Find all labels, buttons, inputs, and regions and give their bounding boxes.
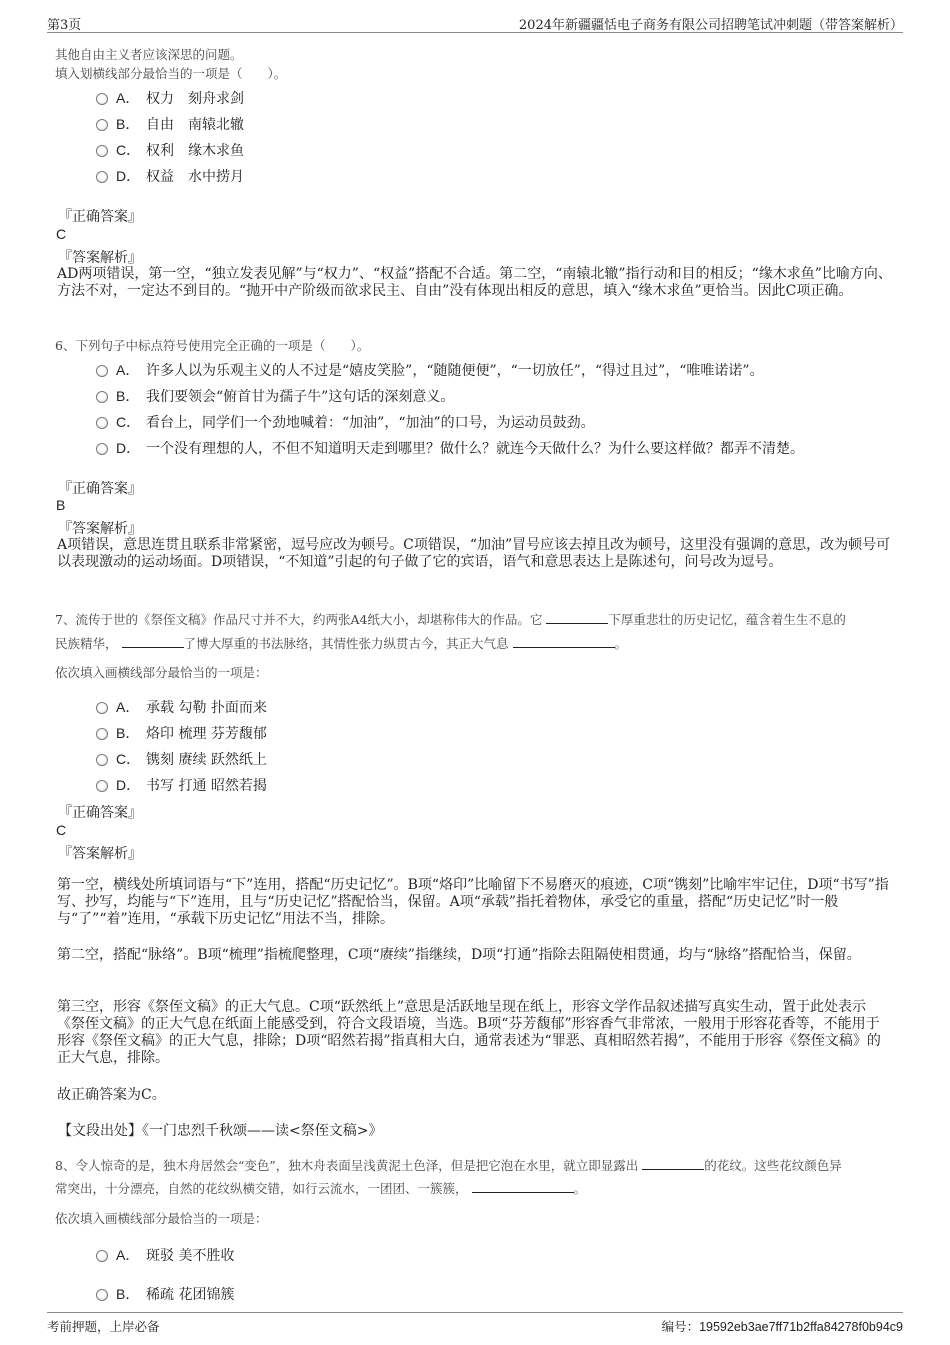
- fill-blank: [472, 1181, 574, 1193]
- q5-answer-label: 『正确答案』: [58, 209, 142, 225]
- q7-analysis-p4: 故正确答案为C。: [57, 1087, 166, 1103]
- q7-analysis-label: 『答案解析』: [58, 846, 142, 862]
- q7-option-c[interactable]: C． 镌刻 赓续 跃然纸上: [96, 749, 267, 769]
- q8-option-b[interactable]: B． 稀疏 花团锦簇: [96, 1284, 234, 1304]
- page-number: 第3页: [47, 18, 82, 33]
- q5-analysis-label: 『答案解析』: [58, 250, 142, 266]
- q5-stem-tail: 其他自由主义者应该深思的问题。: [55, 47, 243, 62]
- q7-stem: 7、流传于世的《祭侄文稿》作品尺寸并不大，约两张A4纸大小，却堪称伟大的作品。它 下厚重悲壮的历史记忆，蕴含着生生不息的 民族精华， 了博大厚重的书法脉络，其情性张力纵贯古今，其正大气息 。: [55, 612, 846, 651]
- q6-analysis-label: 『答案解析』: [58, 521, 142, 537]
- q5-option-b[interactable]: B． 自由 南辕北辙: [96, 114, 244, 134]
- radio-icon[interactable]: [96, 365, 108, 377]
- q8-prompt: 依次填入画横线部分最恰当的一项是：: [55, 1211, 268, 1226]
- q7-analysis-p3: 第三空，形容《祭侄文稿》的正大气息。C项“跃然纸上”意思是活跃地呈现在纸上，形容文学作品叙述描写真实生动，置于此处表示《祭侄文稿》的正大气息在纸面上能感受到，符合文段语境，当选。B项“芬芳馥郁”形容香气非常浓，一般用于形容花香等，不能用于形容《祭侄文稿》的正大气息，排除；D项“昭然若揭”指真相大白，通常表述为“罪恶、真相昭然若揭”，不能用于形容《祭侄文稿》的正大气息，排除。: [57, 999, 881, 1066]
- q6-answer: B: [56, 497, 66, 513]
- q7-prompt: 依次填入画横线部分最恰当的一项是：: [55, 665, 268, 680]
- q5-answer: C: [56, 226, 67, 242]
- fill-blank: [513, 636, 615, 648]
- radio-icon[interactable]: [96, 754, 108, 766]
- q6-analysis: A项错误，意思连贯且联系非常紧密，逗号应改为顿号。C项错误，“加油”冒号应该去掉且改为顿号，这里没有强调的意思，改为顿号可以表现激动的运动场面。D项错误，“不知道”引起的句子做了它的宾语，语气和意思表达上是陈述句，问号改为逗号。: [57, 537, 891, 570]
- radio-icon[interactable]: [96, 1289, 108, 1301]
- q6-answer-label: 『正确答案』: [58, 481, 142, 497]
- footer-slogan: 考前押题，上岸必备: [47, 1319, 160, 1334]
- q6-option-c[interactable]: C． 看台上，同学们一个劲地喊着：“加油”，“加油”的口号，为运动员鼓劲。: [96, 412, 595, 432]
- document-title: 2024年新疆疆恬电子商务有限公司招聘笔试冲刺题（带答案解析）: [518, 18, 903, 33]
- radio-icon[interactable]: [96, 171, 108, 183]
- radio-icon[interactable]: [96, 417, 108, 429]
- q6-option-b[interactable]: B． 我们要领会“俯首甘为孺子牛”这句话的深刻意义。: [96, 386, 454, 406]
- radio-icon[interactable]: [96, 1250, 108, 1262]
- q5-analysis: AD两项错误，第一空，“独立发表见解”与“权力”、“权益”搭配不合适。第二空，“南辕北辙”指行动和目的相反；“缘木求鱼”比喻方向、方法不对，一定达不到目的。“抛开中产阶级而欲求民主、自由”没有体现出相反的意思，填入“缘木求鱼”更恰当。因此C项正确。: [57, 266, 892, 299]
- q6-option-d[interactable]: D． 一个没有理想的人，不但不知道明天走到哪里？做什么？就连今天做什么？为什么要这样做？都弄不清楚。: [96, 438, 804, 458]
- q7-answer: C: [56, 822, 67, 838]
- q7-answer-label: 『正确答案』: [58, 805, 142, 821]
- q7-option-b[interactable]: B． 烙印 梳理 芬芳馥郁: [96, 723, 267, 743]
- q5-option-a[interactable]: A． 权力 刻舟求剑: [96, 88, 244, 108]
- radio-icon[interactable]: [96, 443, 108, 455]
- fill-blank: [546, 612, 608, 624]
- q5-option-d[interactable]: D． 权益 水中捞月: [96, 166, 244, 186]
- fill-blank: [122, 636, 184, 648]
- radio-icon[interactable]: [96, 728, 108, 740]
- q7-analysis-p2: 第二空，搭配“脉络”。B项“梳理”指梳爬整理，C项“赓续”指继续，D项“打通”指除去阻隔使相贯通，均与“脉络”搭配恰当，保留。: [57, 947, 861, 963]
- q8-stem: 8、令人惊奇的是，独木舟居然会“变色”，独木舟表面呈浅黄泥土色泽，但是把它泡在水里，就立即显露出 的花纹。这些花纹颜色异 常突出，十分漂亮，自然的花纹纵横交错，如行云流水，一团团、一簇簇， 。: [55, 1158, 842, 1196]
- radio-icon[interactable]: [96, 145, 108, 157]
- q5-option-c[interactable]: C． 权利 缘木求鱼: [96, 140, 244, 160]
- q6-option-a[interactable]: A． 许多人以为乐观主义的人不过是“嬉皮笑脸”，“随随便便”，“一切放任”，“得过且过”，“唯唯诺诺”。: [96, 360, 764, 380]
- radio-icon[interactable]: [96, 119, 108, 131]
- page-footer: [47, 1312, 903, 1338]
- radio-icon[interactable]: [96, 780, 108, 792]
- q7-option-d[interactable]: D． 书写 打通 昭然若揭: [96, 775, 267, 795]
- radio-icon[interactable]: [96, 93, 108, 105]
- radio-icon[interactable]: [96, 702, 108, 714]
- q7-option-a[interactable]: A． 承载 勾勒 扑面而来: [96, 697, 267, 717]
- page-header: [47, 14, 903, 33]
- document-code: 编号：19592eb3ae7ff71b2ffa84278f0b94c9: [661, 1320, 903, 1334]
- q8-option-a[interactable]: A． 斑驳 美不胜收: [96, 1245, 234, 1265]
- fill-blank: [642, 1158, 704, 1170]
- q7-analysis-p1: 第一空，横线处所填词语与“下”连用，搭配“历史记忆”。B项“烙印”比喻留下不易磨灭的痕迹，C项“镌刻”比喻牢牢记住，D项“书写”指写、抄写，均能与“下”连用，且与“历史记忆”搭配恰当，保留。A项“承载”指托着物体，承受它的重量，搭配“历史记忆”时一般与“了”“着”连用，“承载下历史记忆”用法不当，排除。: [57, 877, 889, 927]
- q6-stem: 6、下列句子中标点符号使用完全正确的一项是（ ）。: [55, 338, 370, 353]
- q5-prompt: 填入划横线部分最恰当的一项是（ ）。: [55, 66, 287, 81]
- radio-icon[interactable]: [96, 391, 108, 403]
- q7-source: 【文段出处】《一门忠烈千秋颂——读<祭侄文稿>》: [58, 1123, 383, 1139]
